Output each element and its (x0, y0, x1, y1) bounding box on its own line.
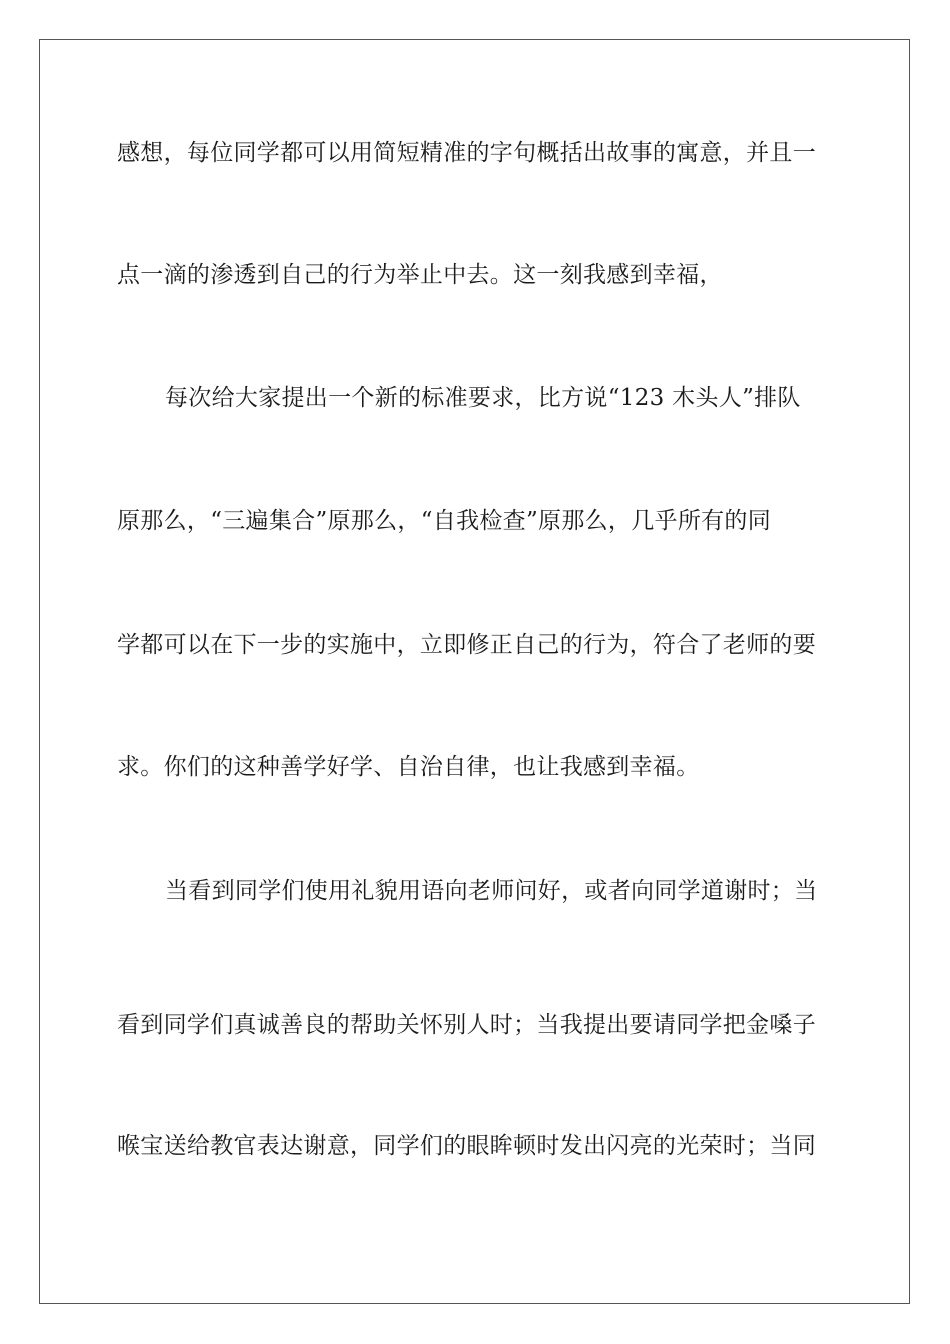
paragraph-line-4: 原那么，“三遍集合”原那么，“自我检查”原那么，几乎所有的同 (117, 508, 772, 534)
page-border (39, 39, 910, 1304)
paragraph-line-6: 求。你们的这种善学好学、自治自律，也让我感到幸福。 (117, 754, 700, 780)
paragraph-line-8: 看到同学们真诚善良的帮助关怀别人时；当我提出要请同学把金嗓子 (117, 1012, 816, 1038)
paragraph-line-9: 喉宝送给教官表达谢意，同学们的眼眸顿时发出闪亮的光荣时；当同 (117, 1133, 816, 1159)
paragraph-line-2: 点一滴的渗透到自己的行为举止中去。这一刻我感到幸福， (117, 262, 723, 288)
paragraph-line-7: 当看到同学们使用礼貌用语向老师问好，或者向同学道谢时；当 (165, 878, 818, 904)
paragraph-line-3: 每次给大家提出一个新的标准要求，比方说“123 木头人”排队 (165, 385, 801, 411)
paragraph-line-1: 感想，每位同学都可以用简短精准的字句概括出故事的寓意，并且一 (117, 140, 816, 166)
paragraph-line-5: 学都可以在下一步的实施中，立即修正自己的行为，符合了老师的要 (117, 632, 816, 658)
